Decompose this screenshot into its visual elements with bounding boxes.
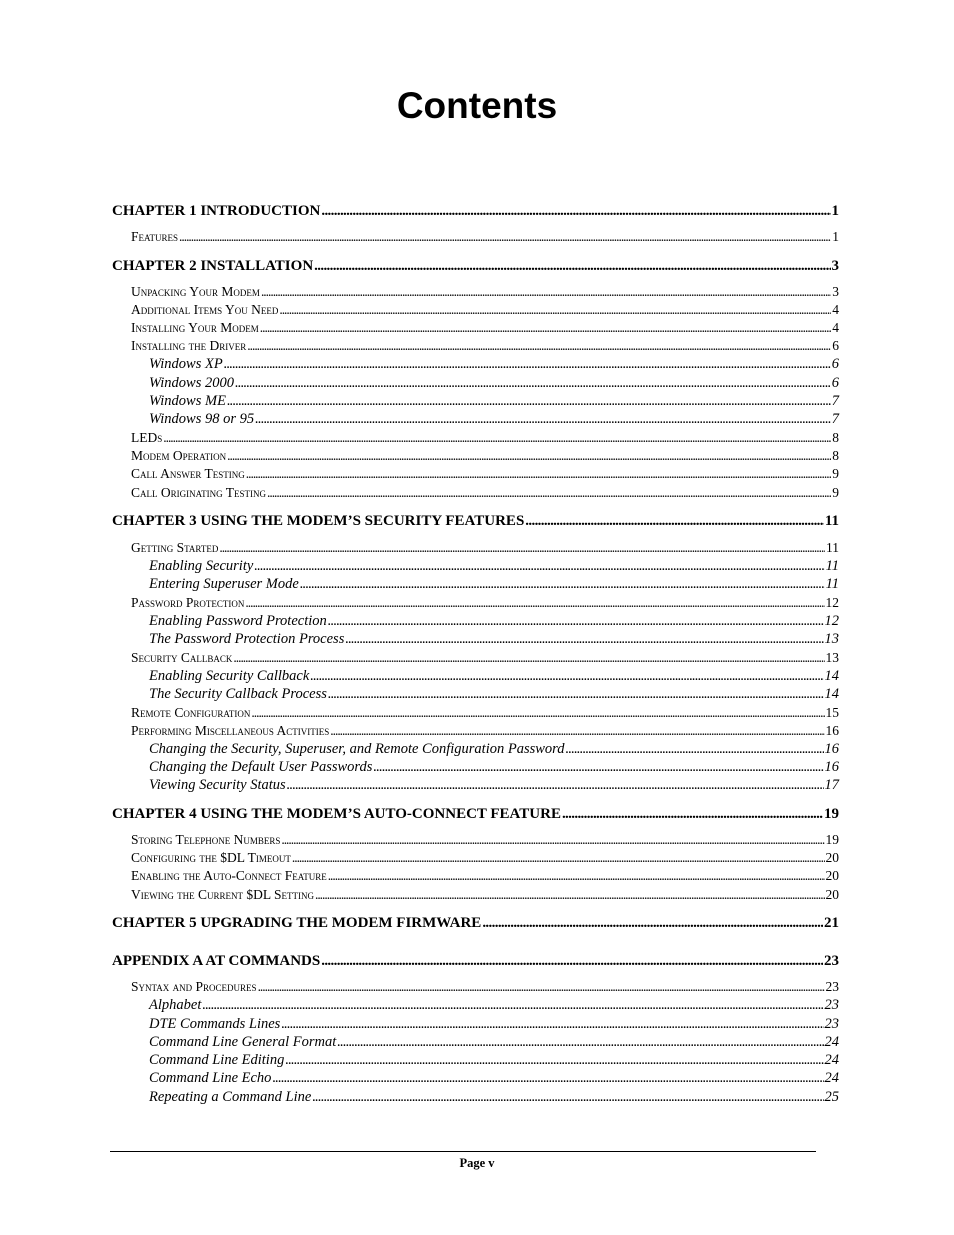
toc-entry-title: Entering Superuser Mode (149, 576, 299, 592)
dot-leader (179, 229, 831, 245)
toc-entry-title: Enabling Password Protection (149, 613, 327, 629)
toc-entry-title: Call Answer Testing (131, 466, 245, 481)
toc-subsection-entry[interactable] (149, 741, 839, 758)
toc-entry-page-number: 24 (824, 1052, 839, 1068)
toc-entry-title: Remote Configuration (131, 705, 251, 720)
toc-entry-page-number: 8 (832, 430, 839, 445)
toc-entry-page-number: 4 (832, 320, 839, 335)
toc-section-entry[interactable] (131, 723, 839, 739)
dot-leader (562, 805, 823, 823)
toc-entry-page-number: 12 (825, 595, 839, 610)
toc-section-entry[interactable] (131, 448, 839, 464)
toc-section-entry[interactable] (131, 430, 839, 446)
dot-leader (321, 202, 830, 220)
toc-entry-title: Command Line Editing (149, 1052, 285, 1068)
toc-chapter-entry[interactable] (112, 202, 839, 220)
toc-section-entry[interactable] (131, 705, 839, 721)
toc-entry-page-number: 6 (832, 338, 839, 353)
toc-entry-title: APPENDIX A AT COMMANDS (112, 953, 321, 969)
toc-entry-title: CHAPTER 2 INSTALLATION (112, 258, 314, 274)
toc-entry-title: CHAPTER 3 USING THE MODEM’S SECURITY FEATURES (112, 513, 525, 529)
toc-entry-title: Call Originating Testing (131, 485, 266, 500)
toc-section-entry[interactable] (131, 485, 839, 501)
toc-entry-page-number: 19 (825, 832, 839, 847)
footer-divider (110, 1151, 816, 1152)
toc-entry-title: Enabling Security Callback (149, 668, 310, 684)
toc-entry-page-number: 11 (826, 540, 839, 555)
toc-section-entry[interactable] (131, 887, 839, 903)
toc-entry-title: Windows 2000 (149, 375, 234, 391)
toc-entry-title: Features (131, 229, 179, 244)
toc-entry-page-number: 23 (825, 979, 839, 994)
toc-subsection-entry[interactable] (149, 1089, 839, 1106)
dot-leader (254, 558, 824, 575)
toc-entry-page-number: 6 (831, 356, 839, 372)
dot-leader (251, 705, 824, 721)
toc-entry-page-number: 3 (831, 258, 839, 274)
dot-leader (525, 512, 824, 530)
toc-entry-title: Security Callback (131, 650, 233, 665)
toc-subsection-entry[interactable] (149, 613, 839, 630)
toc-entry-title: The Security Callback Process (149, 686, 327, 702)
toc-entry-page-number: 20 (825, 868, 839, 883)
dot-leader (310, 668, 823, 685)
toc-entry-title: Enabling Security (149, 558, 254, 574)
toc-entry-page-number: 11 (825, 558, 839, 574)
dot-leader (312, 1089, 823, 1106)
dot-leader (261, 284, 831, 300)
toc-entry-page-number: 11 (824, 513, 839, 529)
toc-entry-page-number: 9 (832, 485, 839, 500)
dot-leader (373, 759, 823, 776)
dot-leader (202, 997, 823, 1014)
dot-leader (285, 1052, 823, 1069)
toc-subsection-entry[interactable] (149, 576, 839, 593)
dot-leader (219, 540, 825, 556)
toc-section-entry[interactable] (131, 540, 839, 556)
toc-section-entry[interactable] (131, 850, 839, 866)
toc-entry-title: Enabling the Auto-Connect Feature (131, 868, 327, 883)
dot-leader (337, 1034, 823, 1051)
toc-entry-page-number: 21 (824, 915, 839, 931)
toc-section-entry[interactable] (131, 466, 839, 482)
dot-leader (279, 302, 831, 318)
toc-entry-title: Windows XP (149, 356, 223, 372)
toc-entry-page-number: 13 (824, 631, 839, 647)
toc-subsection-entry[interactable] (149, 1052, 839, 1069)
toc-entry-title: CHAPTER 1 INTRODUCTION (112, 203, 321, 219)
toc-entry-page-number: 19 (824, 806, 839, 822)
toc-entry-title: Changing the Security, Superuser, and Remote Configuration Password (149, 741, 565, 757)
dot-leader (245, 595, 824, 611)
toc-entry-page-number: 24 (824, 1034, 839, 1050)
toc-entry-page-number: 9 (832, 466, 839, 481)
toc-subsection-entry[interactable] (149, 1034, 839, 1051)
toc-entry-title: Password Protection (131, 595, 245, 610)
dot-leader (328, 613, 824, 630)
toc-subsection-entry[interactable] (149, 686, 839, 703)
toc-entry-title: Modem Operation (131, 448, 227, 463)
toc-entry-page-number: 11 (825, 576, 839, 592)
toc-entry-title: Changing the Default User Passwords (149, 759, 373, 775)
toc-entry-title: Unpacking Your Modem (131, 284, 260, 299)
toc-subsection-entry[interactable] (149, 356, 839, 373)
page-title: Contents (396, 85, 558, 126)
toc-entry-page-number: 16 (824, 759, 839, 775)
toc-entry-page-number: 6 (831, 375, 839, 391)
toc-entry-page-number: 25 (824, 1089, 839, 1105)
dot-leader (292, 850, 825, 866)
toc-entry-page-number: 17 (824, 777, 839, 793)
toc-entry-page-number: 13 (825, 650, 839, 665)
toc-chapter-entry[interactable] (112, 914, 839, 932)
toc-entry-page-number: 20 (825, 887, 839, 902)
toc-entry-page-number: 15 (825, 705, 839, 720)
dot-leader (227, 448, 831, 464)
dot-leader (287, 777, 824, 794)
toc-section-entry[interactable] (131, 302, 839, 318)
dot-leader (247, 338, 831, 354)
toc-subsection-entry[interactable] (149, 631, 839, 648)
toc-entry-title: Windows 98 or 95 (149, 411, 255, 427)
dot-leader (321, 952, 823, 970)
toc-section-entry[interactable] (131, 650, 839, 666)
dot-leader (255, 411, 831, 428)
toc-section-entry[interactable] (131, 284, 839, 300)
toc-subsection-entry[interactable] (149, 668, 839, 685)
toc-entry-page-number: 23 (824, 997, 839, 1013)
toc-entry-title: Installing Your Modem (131, 320, 259, 335)
toc-chapter-entry[interactable] (112, 512, 839, 530)
dot-leader (224, 356, 831, 373)
dot-leader (227, 393, 831, 410)
toc-section-entry[interactable] (131, 868, 839, 884)
toc-entry-page-number: 23 (824, 953, 839, 969)
toc-entry-title: Repeating a Command Line (149, 1089, 312, 1105)
toc-entry-page-number: 16 (825, 723, 839, 738)
toc-entry-page-number: 24 (824, 1070, 839, 1086)
toc-subsection-entry[interactable] (149, 1070, 839, 1087)
toc-entry-title: Syntax and Procedures (131, 979, 257, 994)
toc-entry-page-number: 1 (832, 229, 839, 244)
toc-entry-title: Viewing Security Status (149, 777, 286, 793)
dot-leader (235, 375, 831, 392)
dot-leader (566, 741, 824, 758)
toc-entry-page-number: 20 (825, 850, 839, 865)
dot-leader (267, 485, 831, 501)
toc-section-entry[interactable] (131, 979, 839, 995)
dot-leader (482, 914, 823, 932)
toc-entry-title: Performing Miscellaneous Activities (131, 723, 330, 738)
toc-entry-page-number: 14 (824, 686, 839, 702)
toc-entry-title: Alphabet (149, 997, 202, 1013)
toc-subsection-entry[interactable] (149, 777, 839, 794)
toc-entry-title: CHAPTER 4 USING THE MODEM’S AUTO-CONNECT FEATURE (112, 806, 561, 822)
dot-leader (281, 832, 824, 848)
toc-entry-page-number: 23 (824, 1016, 839, 1032)
dot-leader (246, 466, 831, 482)
toc-chapter-entry[interactable] (112, 805, 839, 823)
toc-entry-title: Additional Items You Need (131, 302, 279, 317)
dot-leader (233, 650, 824, 666)
toc-entry-title: Installing the Driver (131, 338, 247, 353)
dot-leader (281, 1016, 823, 1033)
toc-entry-page-number: 16 (824, 741, 839, 757)
toc-entry-title: Command Line Echo (149, 1070, 272, 1086)
toc-entry-title: Command Line General Format (149, 1034, 337, 1050)
toc-entry-title: Storing Telephone Numbers (131, 832, 281, 847)
toc-entry-page-number: 4 (832, 302, 839, 317)
dot-leader (272, 1070, 823, 1087)
toc-chapter-entry[interactable] (112, 952, 839, 970)
toc-entry-title: CHAPTER 5 UPGRADING THE MODEM FIRMWARE (112, 915, 482, 931)
dot-leader (314, 257, 830, 275)
toc-subsection-entry[interactable] (149, 393, 839, 410)
toc-entry-title: Viewing the Current $DL Setting (131, 887, 314, 902)
toc-entry-page-number: 3 (832, 284, 839, 299)
toc-chapter-entry[interactable] (112, 257, 839, 275)
toc-entry-title: Configuring the $DL Timeout (131, 850, 291, 865)
toc-entry-title: The Password Protection Process (149, 631, 345, 647)
dot-leader (163, 430, 831, 446)
toc-subsection-entry[interactable] (149, 1016, 839, 1033)
toc-entry-title: Getting Started (131, 540, 219, 555)
dot-leader (328, 686, 824, 703)
page-number-footer: Page v (459, 1156, 495, 1170)
toc-entry-page-number: 1 (831, 203, 839, 219)
toc-entry-page-number: 8 (832, 448, 839, 463)
toc-section-entry[interactable] (131, 832, 839, 848)
toc-entry-title: Windows ME (149, 393, 226, 409)
dot-leader (258, 979, 825, 995)
toc-entry-title: DTE Commands Lines (149, 1016, 281, 1032)
toc-entry-title: LEDs (131, 430, 163, 445)
toc-section-entry[interactable] (131, 229, 839, 245)
dot-leader (328, 868, 825, 884)
toc-entry-page-number: 7 (831, 411, 839, 427)
dot-leader (345, 631, 823, 648)
toc-subsection-entry[interactable] (149, 997, 839, 1014)
dot-leader (300, 576, 825, 593)
dot-leader (330, 723, 824, 739)
toc-subsection-entry[interactable] (149, 759, 839, 776)
toc-subsection-entry[interactable] (149, 411, 839, 428)
toc-subsection-entry[interactable] (149, 558, 839, 575)
dot-leader (315, 887, 825, 903)
toc-section-entry[interactable] (131, 595, 839, 611)
toc-entry-page-number: 12 (824, 613, 839, 629)
toc-entry-page-number: 14 (824, 668, 839, 684)
toc-subsection-entry[interactable] (149, 375, 839, 392)
toc-entry-page-number: 7 (831, 393, 839, 409)
dot-leader (260, 320, 831, 336)
toc-section-entry[interactable] (131, 338, 839, 354)
toc-section-entry[interactable] (131, 320, 839, 336)
